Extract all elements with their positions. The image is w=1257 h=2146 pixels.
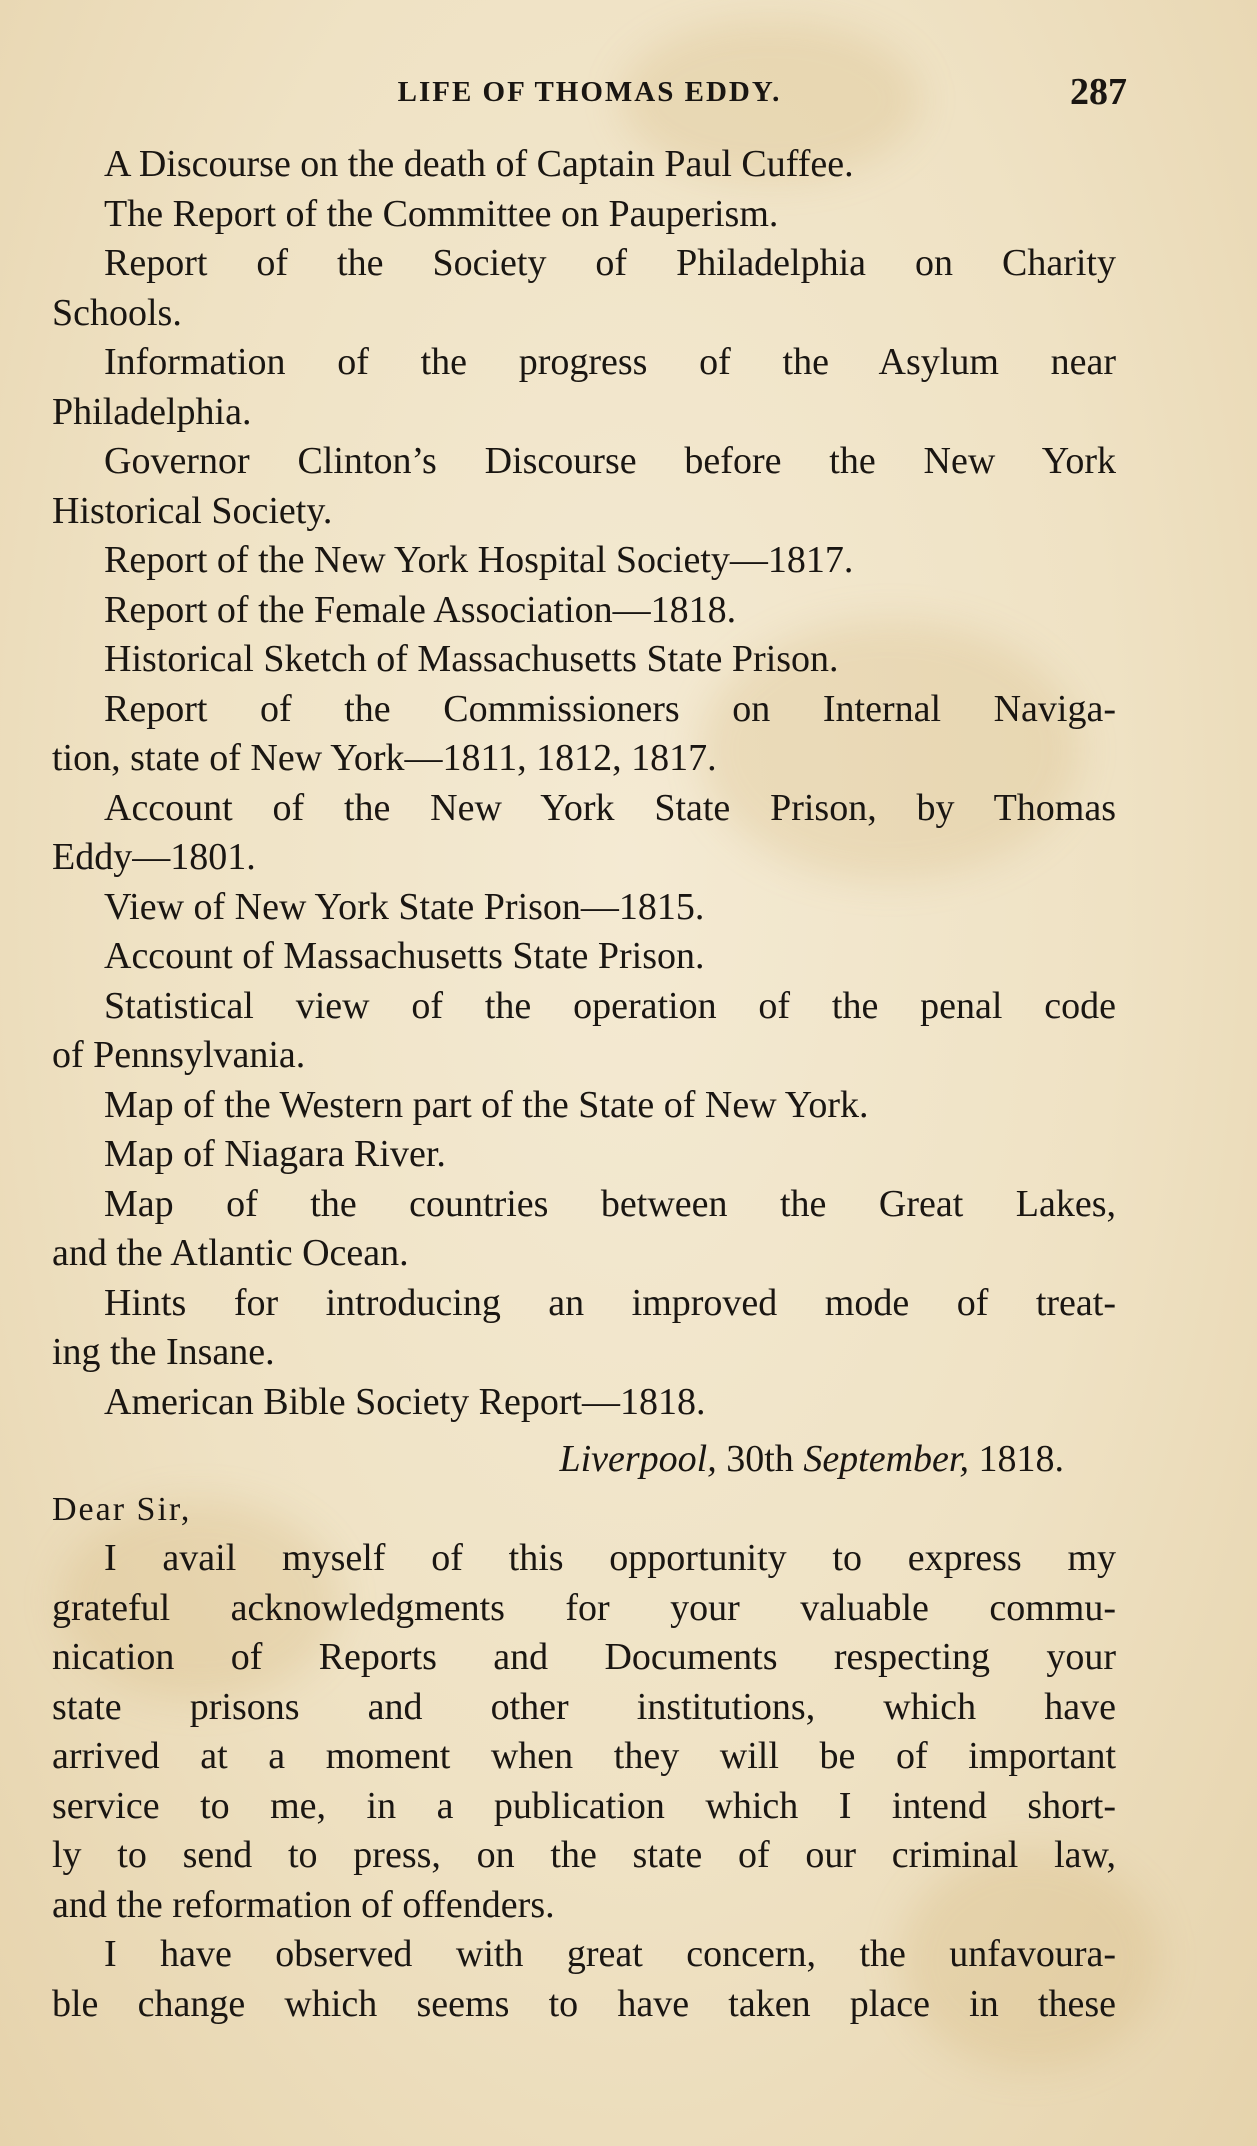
list-item: Schools. [52, 291, 182, 334]
list-item: Hints for introducing an improved mode of treat- [104, 1281, 1116, 1324]
list-item: Eddy—1801. [52, 836, 256, 878]
document-list [52, 140, 1116, 1427]
list-item: Historical Sketch of Massachusetts State Prison. [104, 638, 839, 680]
list-item: The Report of the Committee on Pauperism. [104, 192, 779, 235]
list-item: and the Atlantic Ocean. [52, 1232, 409, 1274]
list-item: Map of the Western part of the State of New York. [104, 1083, 869, 1126]
salutation: Dear Sir, [52, 1490, 192, 1528]
page-body [52, 140, 1116, 2029]
dateline-day: 30th [726, 1438, 794, 1480]
list-item: Account of the New York State Prison, by Thomas [104, 786, 1116, 829]
dateline [52, 1435, 1116, 1485]
list-item: A Discourse on the death of Captain Paul Cuffee. [104, 143, 854, 185]
letter-line: arrived at a moment when they will be of important [52, 1735, 1116, 1777]
list-item: Report of the Society of Philadelphia on Charity [104, 242, 1116, 284]
list-item: Statistical view of the operation of the penal code [104, 984, 1116, 1027]
list-item: Information of the progress of the Asylum near [104, 341, 1116, 383]
list-item: American Bible Society Report—1818. [104, 1380, 706, 1423]
list-item: View of New York State Prison—1815. [104, 885, 705, 928]
letter-line: and the reformation of offenders. [52, 1883, 555, 1926]
letter-line: I avail myself of this opportunity to express my [104, 1537, 1116, 1579]
list-item: Historical Society. [52, 489, 333, 532]
letter-line: grateful acknowledgments for your valuable commu- [52, 1586, 1116, 1629]
dateline-year: 1818. [978, 1438, 1064, 1480]
page-header [52, 70, 1127, 114]
letter-line: service to me, in a publication which I intend short- [52, 1784, 1116, 1827]
letter-line: ble change which seems to have taken place in these [52, 1982, 1116, 2025]
letter-line: nication of Reports and Documents respecting your [52, 1636, 1116, 1678]
list-item: Report of the Commissioners on Internal Naviga- [104, 687, 1116, 730]
list-item: Philadelphia. [52, 390, 252, 433]
letter-line: I have observed with great concern, the unfavoura- [104, 1933, 1116, 1975]
list-item: Governor Clinton’s Discourse before the New York [104, 440, 1116, 482]
dateline-place: Liverpool, [559, 1438, 717, 1480]
letter-line: ly to send to press, on the state of our criminal law, [52, 1834, 1116, 1876]
letter-line: state prisons and other institutions, which have [52, 1685, 1116, 1728]
list-item: Map of Niagara River. [104, 1133, 446, 1175]
list-item: tion, state of New York—1811, 1812, 1817. [52, 737, 717, 779]
list-item: Report of the New York Hospital Society—1817. [104, 539, 854, 581]
list-item: Account of Massachusetts State Prison. [104, 935, 705, 977]
dateline-month: September, [803, 1438, 969, 1480]
running-title: LIFE OF THOMAS EDDY. [397, 76, 782, 108]
list-item: ing the Insane. [52, 1331, 275, 1373]
page-number: 287 [1070, 71, 1127, 113]
list-item: Report of the Female Association—1818. [104, 588, 737, 631]
list-item: of Pennsylvania. [52, 1034, 306, 1076]
list-item: Map of the countries between the Great Lakes, [104, 1182, 1116, 1225]
letter-body [52, 1534, 1116, 2029]
